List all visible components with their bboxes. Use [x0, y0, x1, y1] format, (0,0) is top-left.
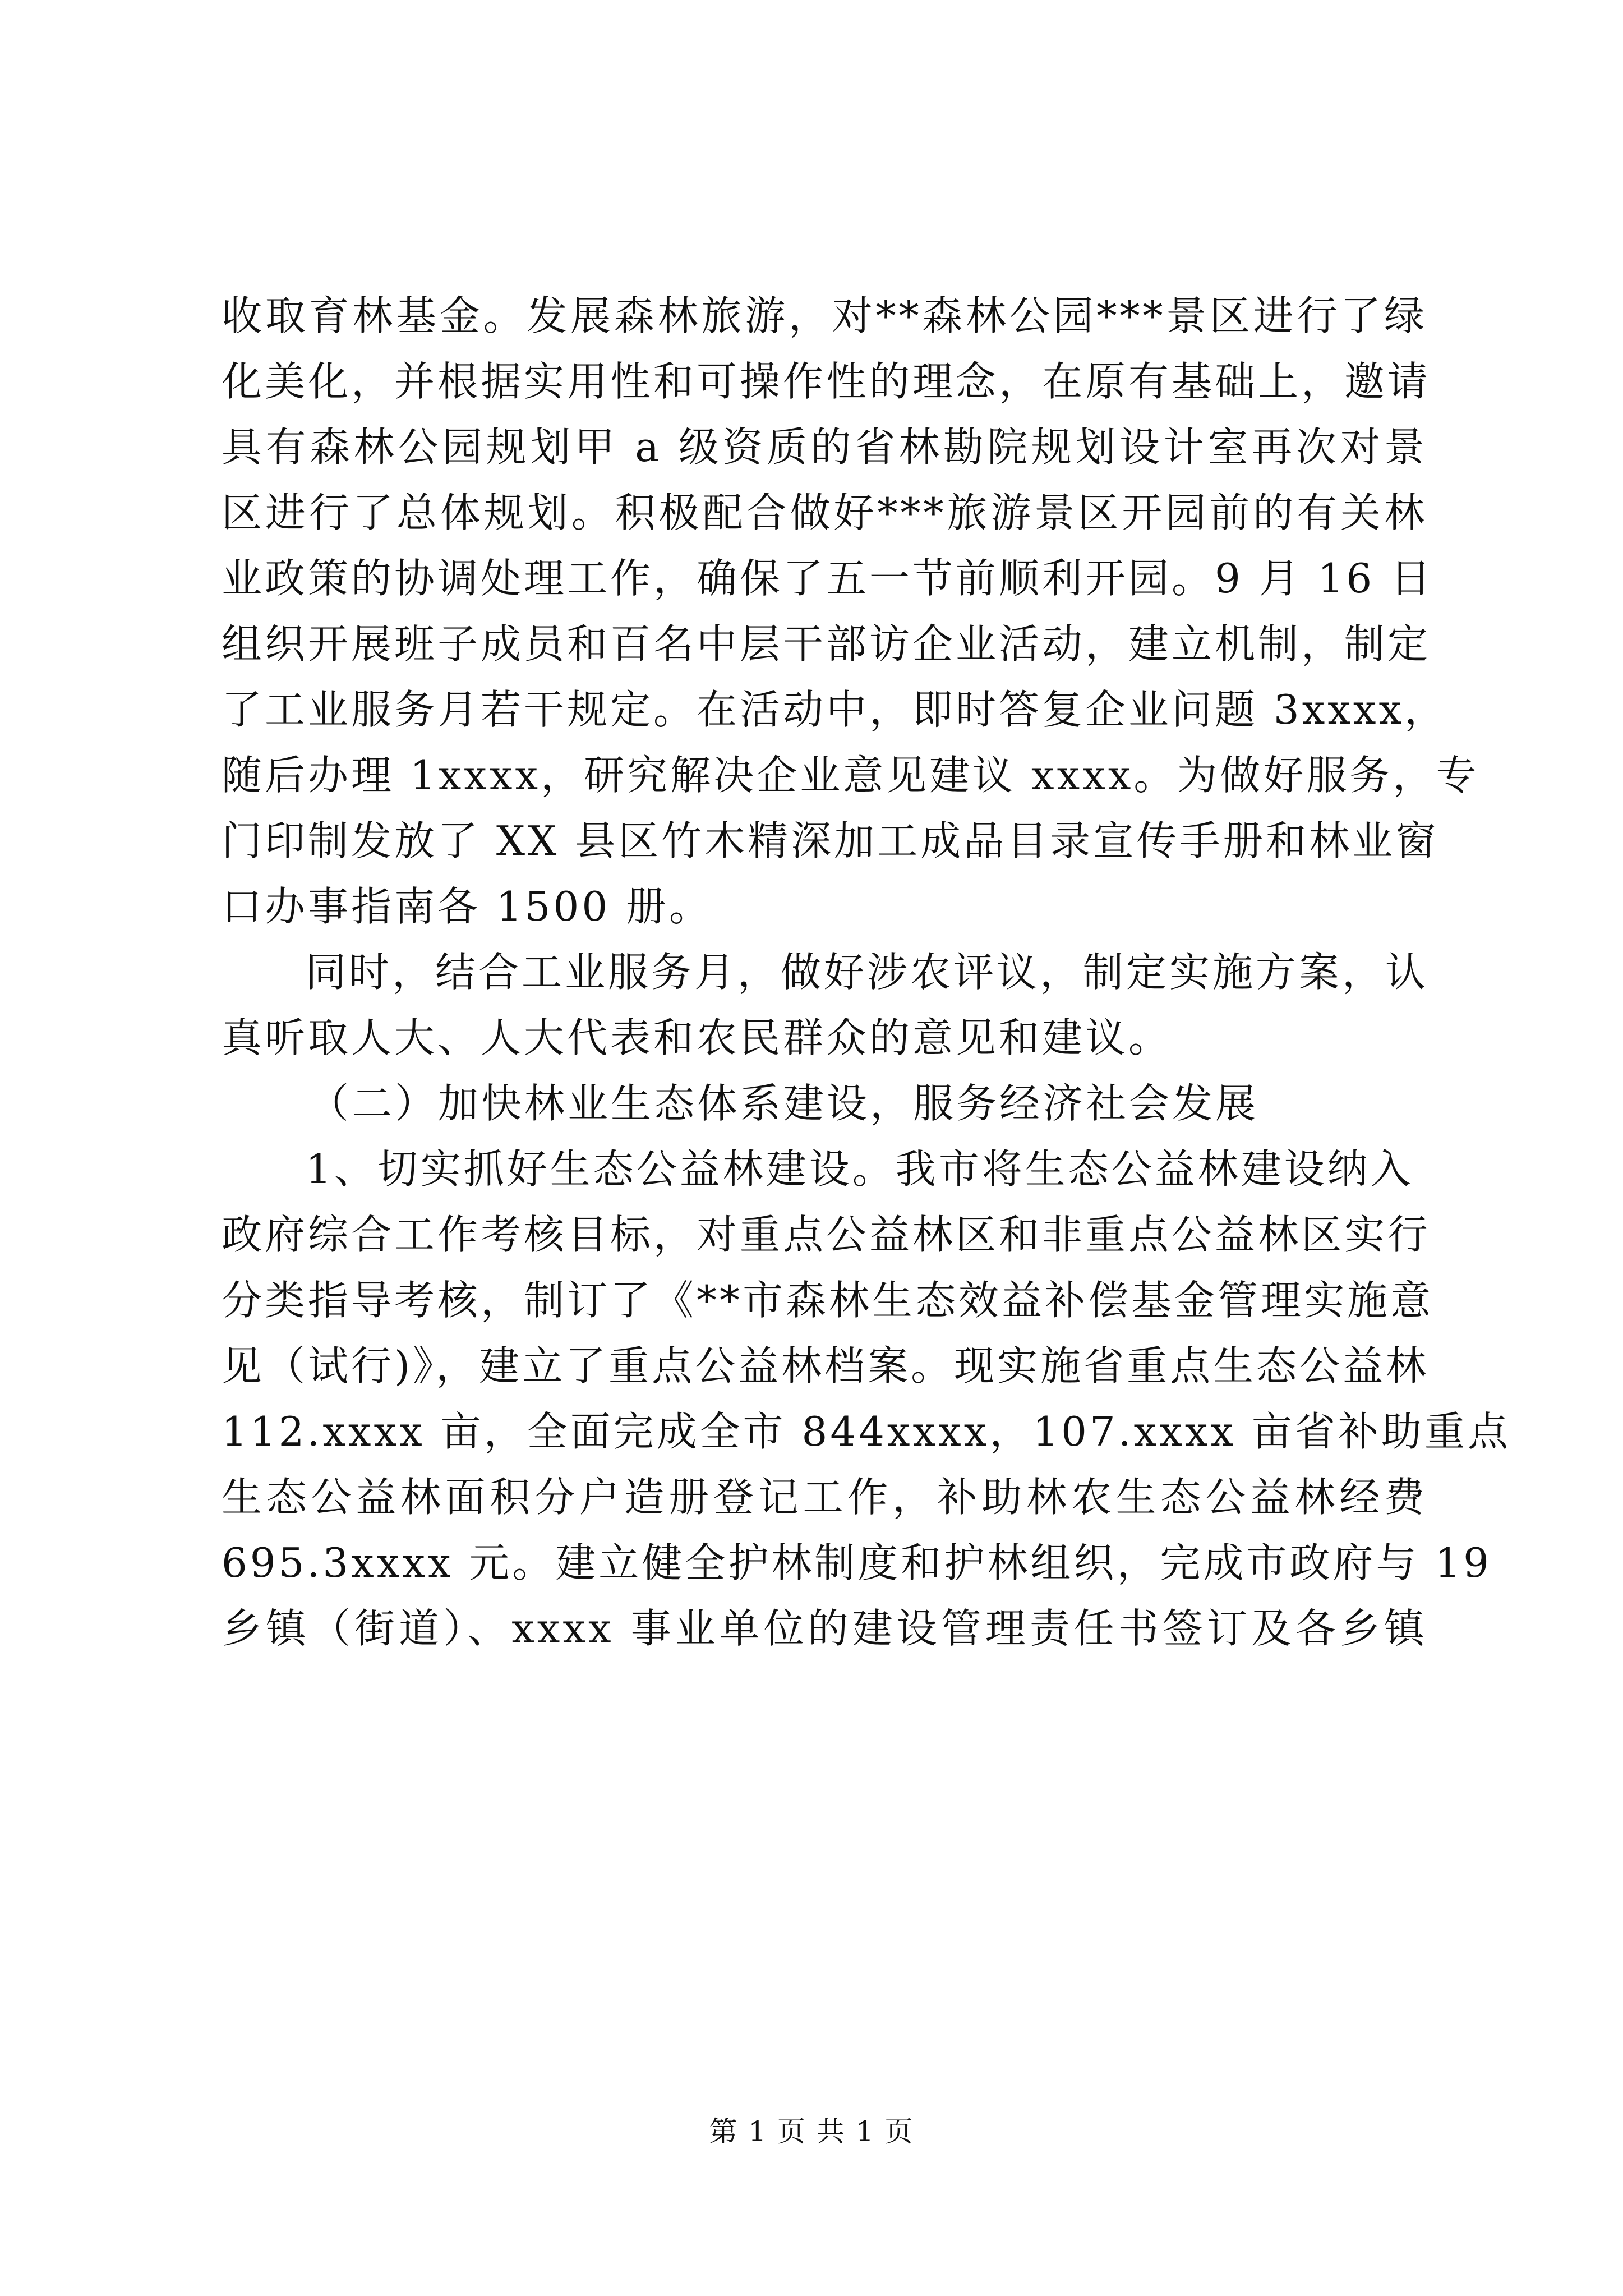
paragraph-first-line: 1、切实抓好生态公益林建设。我市将生态公益林建设纳入	[306, 1145, 1414, 1193]
text-line: 口办事指南各 1500 册。	[222, 883, 713, 930]
text-line: 组织开展班子成员和百名中层干部访企业活动，建立机制，制定	[222, 620, 1431, 668]
section-heading: （二）加快林业生态体系建设，服务经济社会发展	[308, 1080, 1259, 1127]
text-line: 门印制发放了 XX 县区竹木精深加工成品目录宣传手册和林业窗	[222, 817, 1439, 864]
text-line: 了工业服务月若干规定。在活动中，即时答复企业问题 3xxxx，	[222, 686, 1448, 733]
paragraph-first-line: 同时，结合工业服务月，做好涉农评议，制定实施方案，认	[306, 949, 1429, 996]
text-line: 生态公益林面积分户造册登记工作，补助林农生态公益林经费	[222, 1474, 1427, 1521]
text-line: 见（试行)》，建立了重点公益林档案。现实施省重点生态公益林	[222, 1342, 1430, 1389]
text-line: 化美化，并根据实用性和可操作性的理念，在原有基础上，邀请	[222, 358, 1431, 405]
text-line: 真听取人大、人大代表和农民群众的意见和建议。	[222, 1014, 1172, 1061]
text-line: 政府综合工作考核目标，对重点公益林区和非重点公益林区实行	[222, 1211, 1431, 1258]
text-line: 695.3xxxx 元。建立健全护林制度和护林组织，完成市政府与 19	[222, 1539, 1492, 1586]
document-body	[222, 283, 1511, 1662]
text-line: 区进行了总体规划。积极配合做好***旅游景区开园前的有关林	[222, 489, 1427, 536]
page-footer	[0, 2109, 1623, 2150]
text-line: 乡镇（街道）、xxxx 事业单位的建设管理责任书签订及各乡镇	[222, 1605, 1427, 1652]
text-line: 分类指导考核，制订了《**市森林生态效益补偿基金管理实施意	[222, 1277, 1434, 1324]
page-number-label: 第 1 页 共 1 页	[709, 2115, 914, 2148]
text-line: 具有森林公园规划甲 a 级资质的省林勘院规划设计室再次对景	[222, 424, 1427, 471]
text-line: 收取育林基金。发展森林旅游，对**森林公园***景区进行了绿	[222, 292, 1427, 339]
text-line: 112.xxxx 亩，全面完成全市 844xxxx，107.xxxx 亩省补助重点	[222, 1408, 1511, 1455]
text-line: 业政策的协调处理工作，确保了五一节前顺利开园。9 月 16 日	[222, 555, 1434, 602]
text-line: 随后办理 1xxxx，研究解决企业意见建议 xxxx。为做好服务，专	[222, 752, 1479, 799]
